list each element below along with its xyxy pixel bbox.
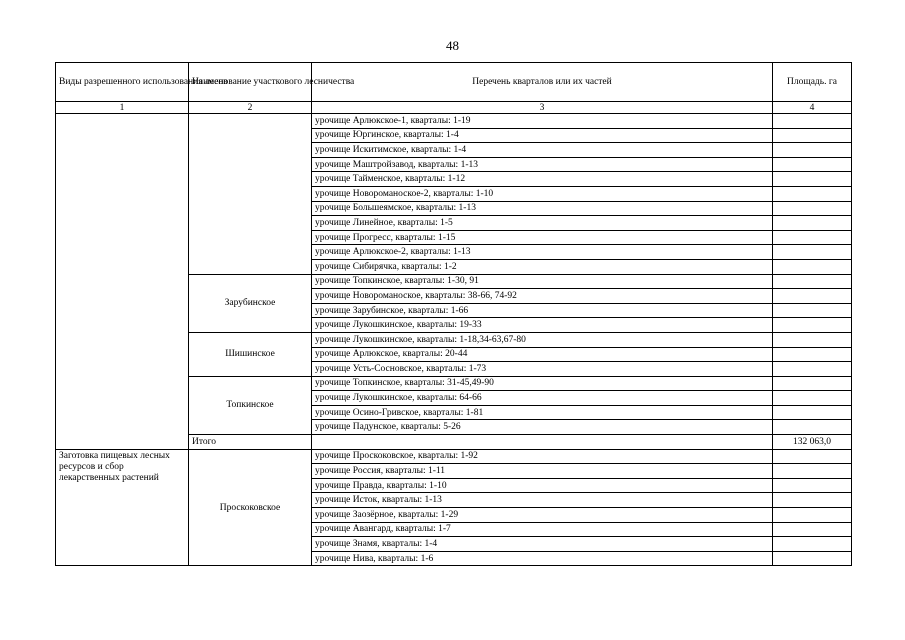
area-cell — [773, 420, 852, 435]
area-cell — [773, 172, 852, 187]
area-cell — [773, 551, 852, 566]
area-cell — [773, 391, 852, 406]
total-area: 132 063,0 — [773, 435, 852, 450]
col-number: 2 — [189, 102, 312, 114]
area-cell — [773, 289, 852, 304]
forestry-cell — [189, 114, 312, 275]
quarters-cell: урочище Исток, кварталы: 1-13 — [312, 493, 773, 508]
area-cell — [773, 186, 852, 201]
quarters-cell: урочище Авангард, кварталы: 1-7 — [312, 522, 773, 537]
column-numbers-row — [56, 102, 852, 114]
area-cell — [773, 143, 852, 158]
quarters-cell: урочище Усть-Сосновское, кварталы: 1-73 — [312, 362, 773, 377]
area-cell — [773, 449, 852, 464]
area-cell — [773, 216, 852, 231]
quarters-cell: урочище Топкинское, кварталы: 1-30, 91 — [312, 274, 773, 289]
quarters-cell: урочище Новороманоское, кварталы: 38-66, 74-92 — [312, 289, 773, 304]
quarters-cell: урочище Прогресс, кварталы: 1-15 — [312, 230, 773, 245]
col-number: 1 — [56, 102, 189, 114]
quarters-table — [55, 62, 852, 566]
quarters-cell: урочище Россия, кварталы: 1-11 — [312, 464, 773, 479]
area-cell — [773, 318, 852, 333]
forestry-cell-zarubinskoe: Зарубинское — [189, 274, 312, 332]
area-cell — [773, 493, 852, 508]
quarters-cell: урочище Падунское, кварталы: 5-26 — [312, 420, 773, 435]
use-cell — [56, 114, 189, 450]
area-cell — [773, 114, 852, 129]
area-cell — [773, 405, 852, 420]
area-cell — [773, 464, 852, 479]
quarters-cell: урочище Искитимское, кварталы: 1-4 — [312, 143, 773, 158]
quarters-cell: урочище Осино-Гривское, кварталы: 1-81 — [312, 405, 773, 420]
area-cell — [773, 347, 852, 362]
quarters-cell: урочище Лукошкинское, кварталы: 19-33 — [312, 318, 773, 333]
quarters-cell: урочище Маштройзавод, кварталы: 1-13 — [312, 157, 773, 172]
quarters-cell: урочище Топкинское, кварталы: 31-45,49-90 — [312, 376, 773, 391]
table-row — [56, 449, 852, 464]
area-cell — [773, 537, 852, 552]
forestry-cell-proskokovskoe: Проскоковское — [189, 449, 312, 566]
area-cell — [773, 230, 852, 245]
quarters-cell: урочище Знамя, кварталы: 1-4 — [312, 537, 773, 552]
header-quarters: Перечень кварталов или их частей — [312, 63, 773, 102]
forestry-cell-shishinskoe: Шишинское — [189, 332, 312, 376]
col-number: 3 — [312, 102, 773, 114]
header-row — [56, 63, 852, 102]
quarters-cell: урочище Юргинское, кварталы: 1-4 — [312, 128, 773, 143]
quarters-cell: урочище Сибирячка, кварталы: 1-2 — [312, 259, 773, 274]
header-area: Площадь. га — [773, 63, 852, 102]
area-cell — [773, 259, 852, 274]
area-cell — [773, 303, 852, 318]
quarters-cell: урочище Лукошкинское, кварталы: 64-66 — [312, 391, 773, 406]
total-label: Итого — [189, 435, 312, 450]
quarters-cell: урочище Заозёрное, кварталы: 1-29 — [312, 508, 773, 523]
area-cell — [773, 245, 852, 260]
area-cell — [773, 508, 852, 523]
forestry-cell-topkinskoe: Топкинское — [189, 376, 312, 434]
quarters-cell: урочище Линейное, кварталы: 1-5 — [312, 216, 773, 231]
area-cell — [773, 376, 852, 391]
quarters-cell: урочище Новороманоское-2, кварталы: 1-10 — [312, 186, 773, 201]
quarters-cell: урочище Зарубинское, кварталы: 1-66 — [312, 303, 773, 318]
area-cell — [773, 522, 852, 537]
quarters-cell: урочище Проскоковское, кварталы: 1-92 — [312, 449, 773, 464]
area-cell — [773, 274, 852, 289]
quarters-cell: урочище Нива, кварталы: 1-6 — [312, 551, 773, 566]
quarters-cell: урочище Арлюкское-1, кварталы: 1-19 — [312, 114, 773, 129]
area-cell — [773, 478, 852, 493]
quarters-cell: урочище Тайменское, кварталы: 1-12 — [312, 172, 773, 187]
header-forestry: Наименование участкового лесничества — [189, 63, 312, 102]
area-cell — [773, 332, 852, 347]
page-number: 48 — [446, 38, 459, 53]
table-row — [56, 114, 852, 129]
total-blank — [312, 435, 773, 450]
quarters-cell: урочище Арлюкское-2, кварталы: 1-13 — [312, 245, 773, 260]
col-number: 4 — [773, 102, 852, 114]
header-use: Виды разрешенного использования лесов — [56, 63, 189, 102]
area-cell — [773, 362, 852, 377]
quarters-cell: урочище Лукошкинское, кварталы: 1-18,34-63,67-80 — [312, 332, 773, 347]
area-cell — [773, 128, 852, 143]
quarters-cell: урочище Правда, кварталы: 1-10 — [312, 478, 773, 493]
quarters-cell: урочище Большеямское, кварталы: 1-13 — [312, 201, 773, 216]
quarters-cell: урочище Арлюкское, кварталы: 20-44 — [312, 347, 773, 362]
use-cell-harvesting: Заготовка пищевых лесных ресурсов и сбор лекарственных растений — [56, 449, 189, 566]
area-cell — [773, 201, 852, 216]
area-cell — [773, 157, 852, 172]
